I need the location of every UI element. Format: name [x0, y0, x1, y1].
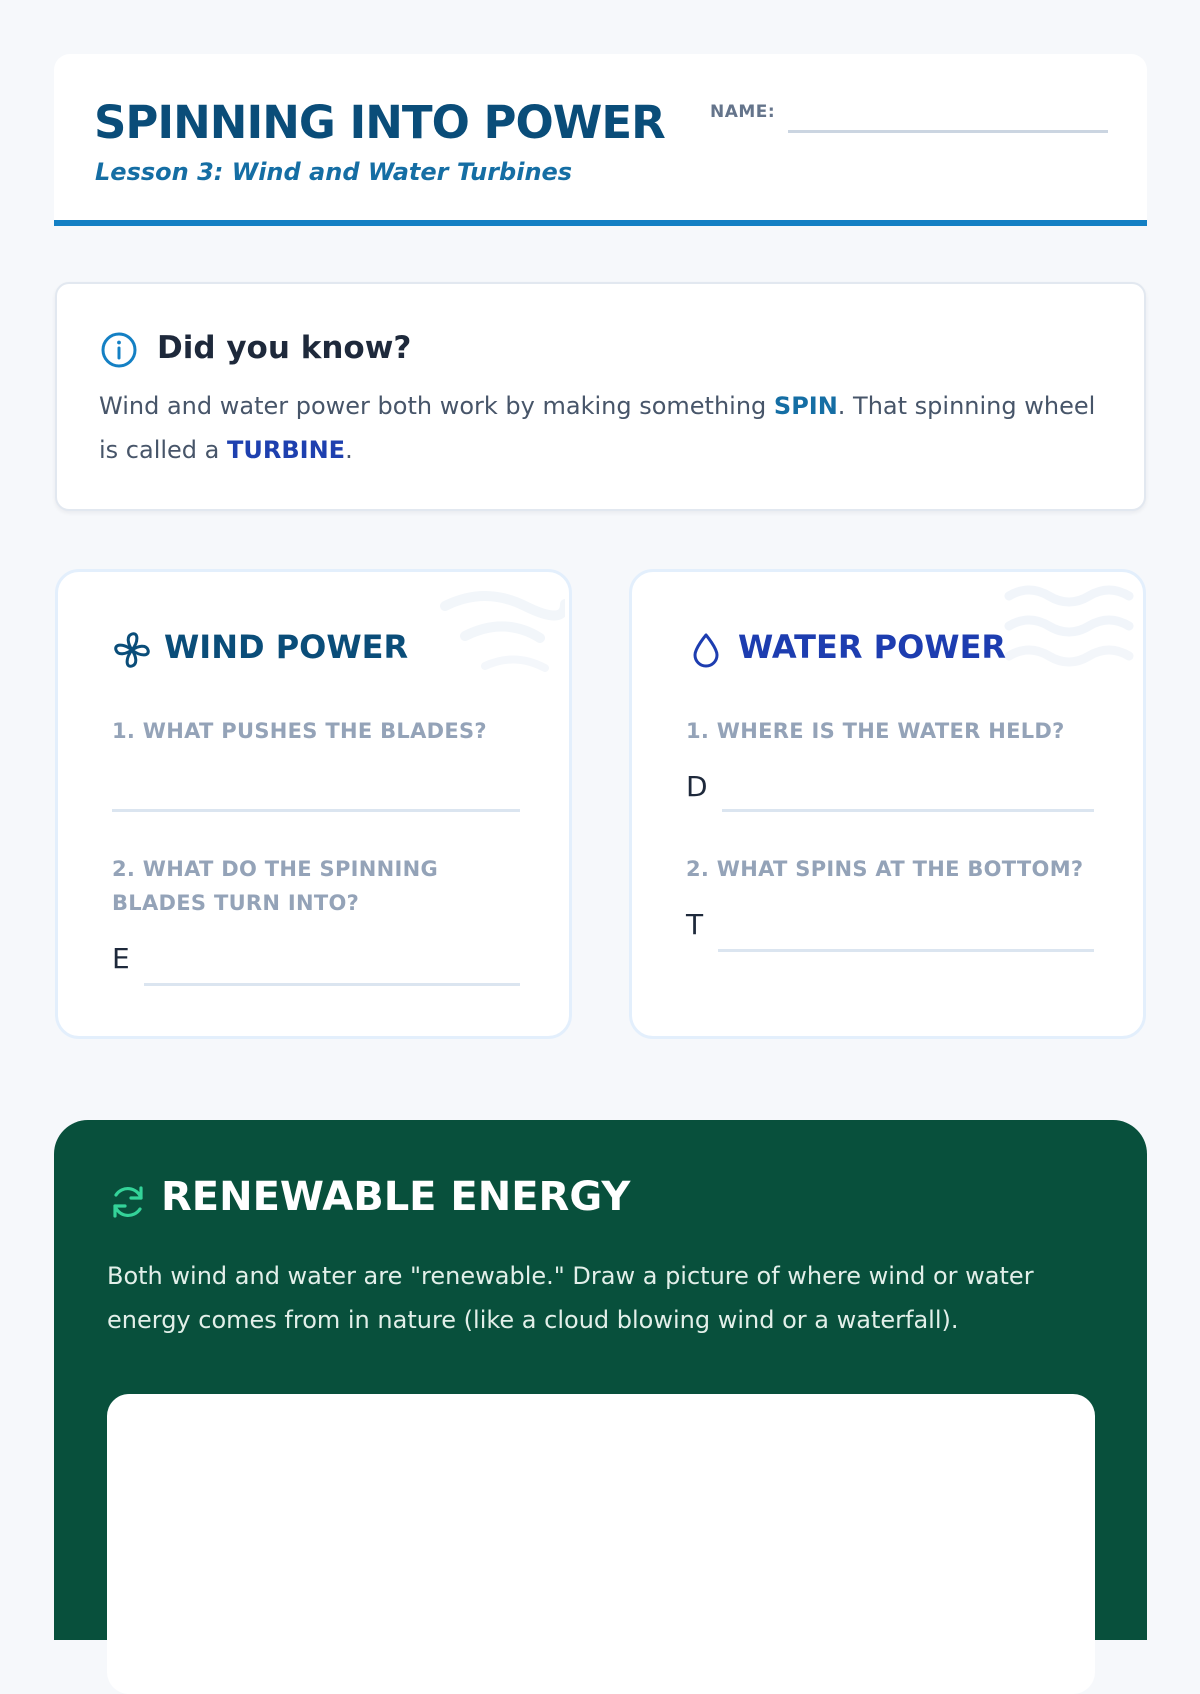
- wind-power-title: WIND POWER: [164, 628, 409, 666]
- wind-question-2: 2. WHAT DO THE SPINNING BLADES TURN INTO?: [112, 857, 439, 915]
- fact-text-middle: . That spinning wheel is called a: [99, 392, 1096, 464]
- name-label: NAME:: [710, 102, 776, 122]
- wind-answer-2-letter: E: [112, 942, 130, 975]
- lesson-subtitle: Lesson 3: Wind and Water Turbines: [95, 158, 573, 186]
- fact-text-end: .: [345, 436, 353, 464]
- page-title: SPINNING INTO POWER: [94, 96, 665, 149]
- keyword-spin: SPIN: [773, 392, 838, 420]
- water-answer-1-field[interactable]: [722, 809, 1094, 812]
- did-you-know-box: [55, 282, 1146, 511]
- water-answer-2-field[interactable]: [718, 949, 1094, 952]
- water-question-2: 2. WHAT SPINS AT THE BOTTOM?: [686, 857, 1084, 881]
- water-wave-decoration: [999, 576, 1139, 686]
- name-field[interactable]: [788, 130, 1108, 133]
- renewable-energy-title: RENEWABLE ENERGY: [161, 1174, 631, 1220]
- did-you-know-title: Did you know?: [157, 330, 412, 366]
- did-you-know-text: [99, 384, 1109, 472]
- water-power-title: WATER POWER: [738, 628, 1007, 666]
- wind-power-card: [55, 569, 572, 1039]
- wind-answer-1-field[interactable]: [112, 809, 520, 812]
- fact-text-start: Wind and water power both work by making something: [99, 392, 774, 420]
- keyword-turbine: TURBINE: [227, 436, 346, 464]
- drawing-area[interactable]: [107, 1394, 1095, 1694]
- droplet-icon: [686, 630, 726, 670]
- water-answer-1-letter: D: [686, 770, 708, 803]
- wind-question-1: 1. WHAT PUSHES THE BLADES?: [112, 719, 487, 743]
- fan-icon: [112, 630, 152, 670]
- renewable-energy-instructions: Both wind and water are "renewable." Draw a picture of where wind or water energy comes from in nature (like a cloud blowing wind or a waterfall).: [107, 1262, 1034, 1334]
- water-question-1: 1. WHERE IS THE WATER HELD?: [686, 719, 1065, 743]
- info-icon: [99, 330, 139, 370]
- renewable-energy-section: [54, 1120, 1147, 1640]
- water-power-card: [629, 569, 1146, 1039]
- worksheet-header: [54, 54, 1147, 226]
- wind-swirl-decoration: [425, 576, 565, 686]
- refresh-icon: [108, 1182, 148, 1222]
- water-answer-2-letter: T: [686, 908, 704, 941]
- wind-answer-2-field[interactable]: [144, 983, 520, 986]
